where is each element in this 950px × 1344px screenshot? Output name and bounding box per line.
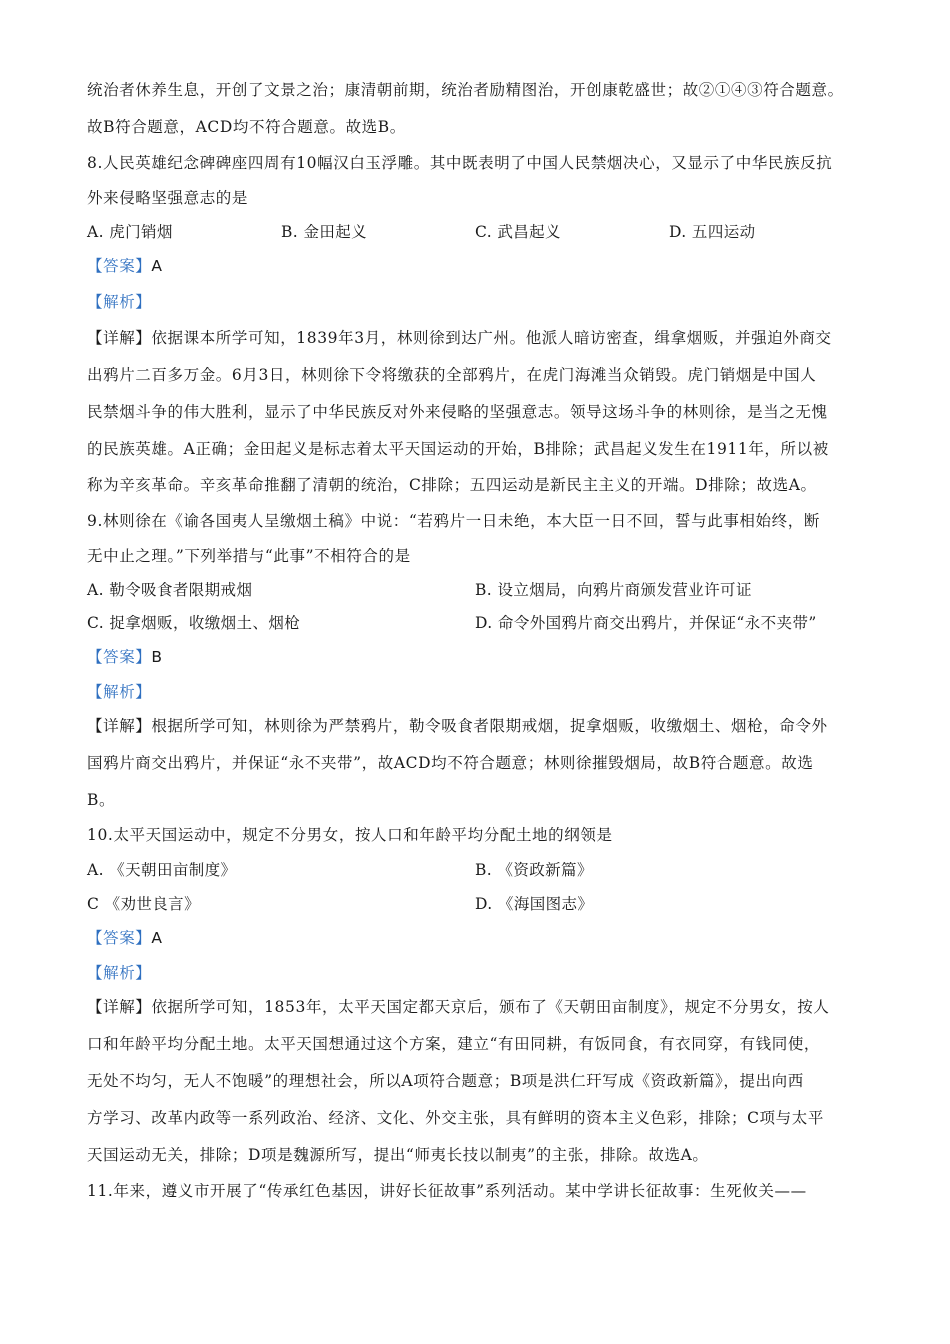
text-line: 出鸦片二百多万金。6月3日，林则徐下令将缴获的全部鸦片，在虎门海滩当众销毁。虎门销烟是中国人 (87, 366, 817, 384)
answer-value: A (151, 257, 163, 275)
text-line: 【详解】根据所学可知，林则徐为严禁鸦片，勒令吸食者限期戒烟，捉拿烟贩，收缴烟土、烟枪，命令外 (87, 717, 828, 735)
question-11-stem: 11.年来，遵义市开展了“传承红色基因，讲好长征故事”系列活动。某中学讲长征故事：生死攸关—— (87, 1182, 807, 1200)
analysis-tag: 【解析】 (87, 683, 152, 701)
q8-option-a: A. 虎门销烟 (87, 223, 173, 241)
text-line: 统治者休养生息，开创了文景之治；康清朝前期，统治者励精图治，开创康乾盛世；故②①④③符合题意。 (87, 81, 844, 99)
q8-analysis-tag (87, 292, 877, 312)
q10-option-a: A. 《天朝田亩制度》 (87, 861, 237, 879)
q9-option-a: A. 勒令吸食者限期戒烟 (87, 581, 253, 599)
q9-analysis-tag (87, 682, 877, 702)
text-line: 【详解】依据所学可知，1853年，太平天国定都天京后，颁布了《天朝田亩制度》，规定不分男女，按人 (87, 998, 830, 1016)
answer-tag: 【答案】 (87, 929, 152, 947)
answer-tag: 【答案】 (87, 648, 152, 666)
analysis-tag: 【解析】 (87, 293, 152, 311)
q8-option-c: C. 武昌起义 (475, 223, 561, 241)
text-line: 【详解】依据课本所学可知，1839年3月，林则徐到达广州。他派人暗访密查，缉拿烟贩，并强迫外商交 (87, 329, 832, 347)
text-line: 口和年龄平均分配土地。太平天国想通过这个方案，建立“有田同耕，有饭同食，有衣同穿，有钱同使， (87, 1035, 821, 1053)
q10-option-b: B. 《资政新篇》 (475, 861, 593, 879)
analysis-tag: 【解析】 (87, 964, 152, 982)
answer-value: B (151, 648, 163, 666)
answer-value: A (151, 929, 163, 947)
question-8-stem: 外来侵略坚强意志的是 (87, 189, 249, 207)
text-line: 故B符合题意，ACD均不符合题意。故选B。 (87, 118, 406, 136)
q8-option-d: D. 五四运动 (669, 223, 756, 241)
q9-option-b: B. 设立烟局，向鸦片商颁发营业许可证 (475, 581, 752, 599)
text-line: 称为辛亥革命。辛亥革命推翻了清朝的统治，C排除；五四运动是新民主主义的开端。D排除；故选A。 (87, 476, 817, 494)
text-line: B。 (87, 791, 116, 809)
question-9-stem: 无中止之理。”下列举措与“此事”不相符合的是 (87, 547, 411, 565)
q10-answer (87, 928, 877, 948)
text-line: 天国运动无关，排除；D项是魏源所写，提出“师夷长技以制夷”的主张，排除。故选A。 (87, 1146, 709, 1164)
q10-analysis-tag (87, 963, 877, 983)
text-line: 无处不均匀，无人不饱暖”的理想社会，所以A项符合题意；B项是洪仁玕写成《资政新篇》，提出向西 (87, 1072, 804, 1090)
answer-tag: 【答案】 (87, 257, 152, 275)
question-9-stem: 9.林则徐在《谕各国夷人呈缴烟土稿》中说：“若鸦片一日未绝，本大臣一日不回，誓与此事相始终，断 (87, 512, 820, 530)
q8-option-b: B. 金田起义 (281, 223, 368, 241)
text-line: 国鸦片商交出鸦片，并保证“永不夹带”，故ACD均不符合题意；林则徐摧毁烟局，故B符合题意。故选 (87, 754, 814, 772)
q8-answer (87, 256, 877, 276)
q9-option-c: C. 捉拿烟贩，收缴烟土、烟枪 (87, 614, 301, 632)
q9-answer (87, 647, 877, 667)
text-line: 民禁烟斗争的伟大胜利，显示了中华民族反对外来侵略的坚强意志。领导这场斗争的林则徐，是当之无愧 (87, 403, 828, 421)
q10-option-c: C 《劝世良言》 (87, 895, 200, 913)
question-8-stem: 8.人民英雄纪念碑碑座四周有10幅汉白玉浮雕。其中既表明了中国人民禁烟决心，又显示了中华民族反抗 (87, 154, 833, 172)
q9-option-d: D. 命令外国鸦片商交出鸦片，并保证“永不夹带” (475, 614, 817, 632)
text-line: 的民族英雄。A正确；金田起义是标志着太平天国运动的开始，B排除；武昌起义发生在1911年，所以被 (87, 440, 829, 458)
q10-option-d: D. 《海国图志》 (475, 895, 594, 913)
question-10-stem: 10.太平天国运动中，规定不分男女，按人口和年龄平均分配土地的纲领是 (87, 826, 613, 844)
text-line: 方学习、改革内政等一系列政治、经济、文化、外交主张，具有鲜明的资本主义色彩，排除；C项与太平 (87, 1109, 824, 1127)
